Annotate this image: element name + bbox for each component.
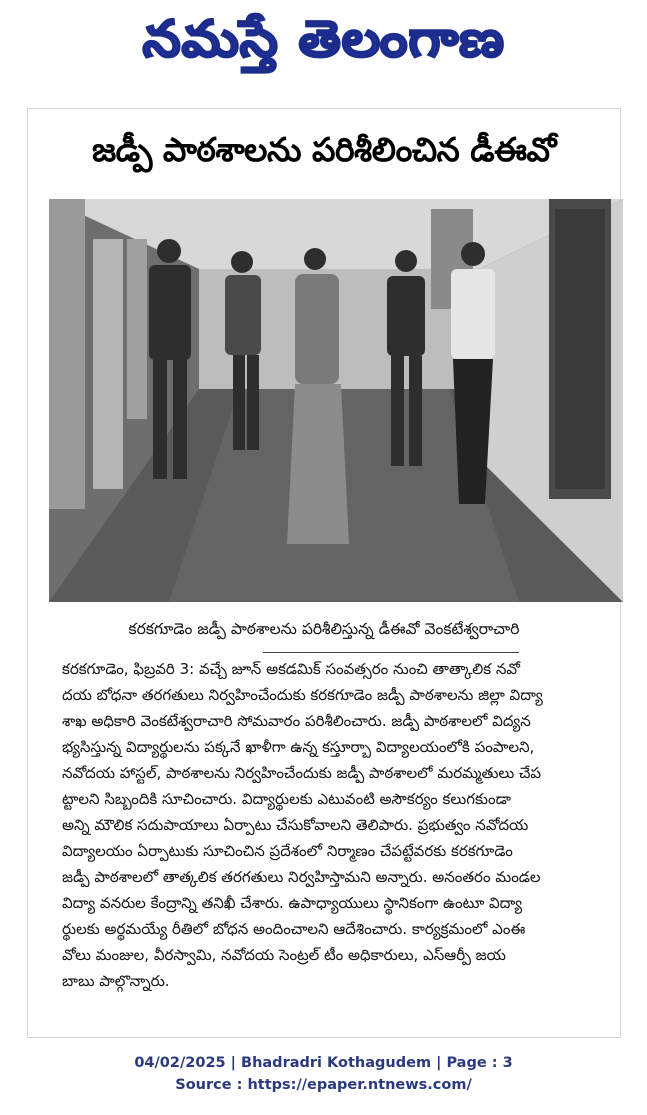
body-line: విద్యాలయం ఏర్పాటుకు సూచించిన ప్రదేశంలో నిర్మాణం చేపట్టేవరకు కరకగూడెం bbox=[62, 842, 513, 860]
body-line: ట్టాలని సిబ్బందికి సూచించారు. విద్యార్థులకు ఎటువంటి అసౌకర్యం కలుగకుండా bbox=[62, 790, 511, 808]
body-line: శాఖ అధికారి వెంకటేశ్వరాచారి సోమవారం పరిశీలించారు. జడ్పీ పాఠశాలలో విద్యన bbox=[62, 712, 531, 730]
masthead bbox=[0, 4, 647, 82]
body-line: దయ బోధనా తరగతులు నిర్వహించేందుకు కరకగూడెం జడ్పీ పాఠశాలను జిల్లా విద్యా bbox=[62, 686, 543, 704]
article-photo bbox=[49, 199, 623, 602]
body-line: కరకగూడెం, ఫిబ్రవరి 3: వచ్చే జూన్ అకడమిక్ సంవత్సరం నుంచి తాత్కాలిక నవో bbox=[62, 660, 520, 678]
body-line: నవోదయ హాస్టల్, పాఠశాలను నిర్వహించేందుకు జడ్పీ పాఠశాలలో మరమ్మతులు చేప bbox=[62, 764, 542, 782]
body-line: విద్యా వనరుల కేంద్రాన్ని తనిఖీ చేశారు. ఉపాధ్యాయులు స్థానికంగా ఉంటూ విద్యా bbox=[62, 894, 523, 912]
body-line: అన్ని మౌలిక సదుపాయాలు ఏర్పాటు చేసుకోవాలని తెలిపారు. ప్రభుత్వం నవోదయ bbox=[62, 816, 529, 834]
photo-caption: కరకగూడెం జడ్పీ పాఠశాలను పరిశీలిస్తున్న డీఈవో వెంకటేశ్వరాచారి bbox=[128, 620, 520, 638]
caption-divider bbox=[263, 652, 519, 653]
body-line: బాబు పాల్గొన్నారు. bbox=[62, 972, 170, 990]
newspaper-logo: నమస్తే తెలంగాణ bbox=[142, 10, 505, 68]
news-clipping bbox=[27, 108, 621, 1038]
body-line: ర్థులకు అర్థమయ్యే రీతిలో బోధన అందించాలని ఆదేశించారు. కార్యక్రమంలో ఎంఈ bbox=[62, 920, 526, 938]
body-line: భ్యసిస్తున్న విద్యార్థులను పక్కనే ఖాళీగా ఉన్న కస్తూర్బా విద్యాలయంలోకి పంపాలని, bbox=[62, 738, 535, 756]
article-headline: జడ్పీ పాఠశాలను పరిశీలించిన డీఈవో bbox=[92, 130, 556, 169]
footer-date-edition: 04/02/2025 | Bhadradri Kothagudem | Page : 3 bbox=[134, 1055, 513, 1071]
article-body bbox=[62, 656, 622, 994]
footer-source-link[interactable]: Source : https://epaper.ntnews.com/ bbox=[175, 1077, 472, 1093]
body-line: వోలు మంజుల, వీరస్వామి, నవోదయ సెంట్రల్ టీం అధికారులు, ఎస్ఆర్పీ జయ bbox=[62, 946, 506, 964]
page-footer bbox=[0, 1052, 647, 1096]
body-line: జడ్పీ పాఠశాలలో తాత్కలిక తరగతులు నిర్వహిస్తామని అన్నారు. అనంతరం మండల bbox=[62, 868, 541, 886]
